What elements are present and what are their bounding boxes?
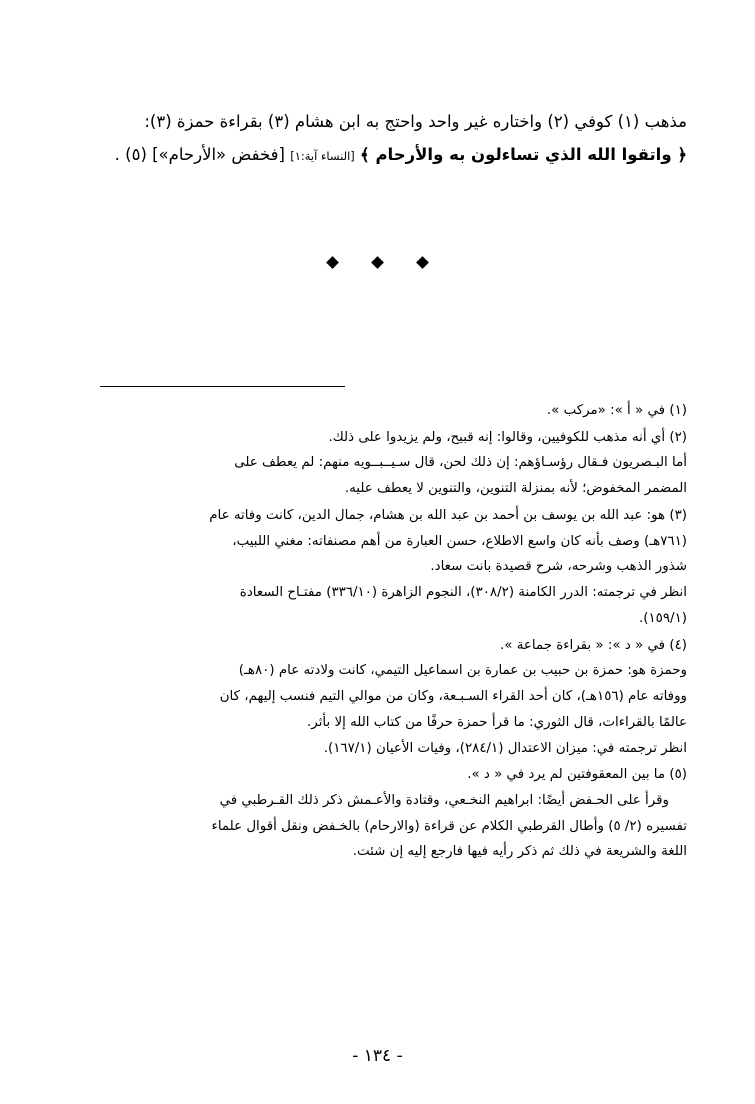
footnote-5-marker: (٥) [669,767,687,783]
footnote-5 [68,762,687,865]
footnote-4-cont-1: وحمزة هو: حمزة بن حبيب بن عمارة بن اسماعيل التيمي، كانت ولادته عام (٨٠هـ) [238,663,687,679]
diamond-icon-3 [326,256,339,269]
footnote-5-cont-1: وقرأ على الحـفض أيضًا: ابراهيم النخـعي، وقتادة والأعـمش ذكر ذلك القـرطبي في [219,793,669,809]
footnote-1-text [68,398,687,424]
footnote-2-cont-2: المضمر المخفوض؛ لأنه بمنزلة التنوين، والتنوين لا يعطف عليه. [344,481,687,497]
footnote-5-cont-2: تفسيره (٢/ ٥) وأطال القرطبي الكلام عن قراءة (والارحام) بالخـفض ونقل أقوال علماء [211,818,687,834]
verse-source-reference: [النساء آية:١] [290,149,355,163]
footnote-4-cont-2: ووفاته عام (١٥٦هـ)، كان أحد القراء السـبـعة، وكان من موالي التيم فنسب إليهم، كان [219,689,687,705]
main-text-block [68,105,687,171]
quran-verse: ﴿ واتقوا الله الذي تساءلون به والأرحام ﴾ [360,145,687,164]
footnote-3-marker: (٣) [669,507,687,523]
main-text-after-verse: [فخفض «الأرحام»] (٥) . [114,145,285,164]
footnote-4 [68,633,687,762]
footnote-3-cont-3: انظر في ترجمته: الدرر الكامنة (٣٠٨/٢)، النجوم الزاهرة (٣٣٦/١٠) مفتـاح السعادة [239,585,687,601]
footnote-5-body: ما بين المعقوفتين لم يرد في « د ». [467,767,666,783]
diamond-icon-1 [416,256,429,269]
footnote-2-text [68,425,687,451]
main-text-line-1: مذهب (١) كوفي (٢) واختاره غير واحد واحتج به ابن هشام (٣) بقراءة حمزة (٣): [144,112,687,131]
footnote-4-cont-3: عالمًا بالقراءات، قال الثوري: ما قرأ حمزة حرفًا من كتاب الله إلا بأثر. [307,714,687,730]
footnote-5-text [68,762,687,788]
diamond-icon-2 [371,256,384,269]
footnote-4-text [68,633,687,659]
footnote-3-cont-4: (١٥٩/١). [639,610,687,626]
footnote-1-marker: (١) [669,403,687,418]
footnote-divider [100,386,345,387]
footnote-4-cont-4: انظر ترجمته في: ميزان الاعتدال (٢٨٤/١)، وفيات الأعيان (١٦٧/١). [323,740,687,756]
footnote-3-cont-1: (٧٦١هـ) وصف بأنه كان واسع الاطلاع، حسن العبارة من أهم مصنفاته: مغني اللبيب، [232,533,687,549]
footnote-3-cont-2: شذور الذهب وشرحه، شرح قصيدة بانت سعاد. [430,559,687,575]
footnote-3-body: هو: عبد الله بن يوسف بن أحمد بن عبد الله بن هشام، جمال الدين، كانت وفاته عام [209,507,666,523]
page-number: - ١٣٤ - [352,1046,403,1066]
footnote-1 [68,398,687,424]
footnote-3 [68,503,687,632]
footnote-1-body: في « أ »: «مركب ». [546,403,666,418]
footnote-2 [68,425,687,502]
footnote-4-body: في « د »: « بقراءة جماعة ». [500,637,666,653]
footnotes-block [68,398,687,866]
footnote-2-cont-1: أما البـصريون فـقال رؤسـاؤهم: إن ذلك لحن، قال سـيــبــويه منهم: لم يعطف على [234,455,687,471]
footnote-4-marker: (٤) [669,637,687,653]
main-text-line-2 [68,138,687,171]
footnote-5-cont-3: اللغة والشريعة في ذلك ثم ذكر رأيه فيها فارجع إليه إن شئت. [352,844,687,860]
section-ornament [0,255,755,270]
footnote-2-marker: (٢) [669,429,687,445]
footnote-3-text [68,503,687,529]
footnote-2-body: أي أنه مذهب للكوفيين، وقالوا: إنه قبيح، ولم يزيدوا على ذلك. [328,429,666,445]
